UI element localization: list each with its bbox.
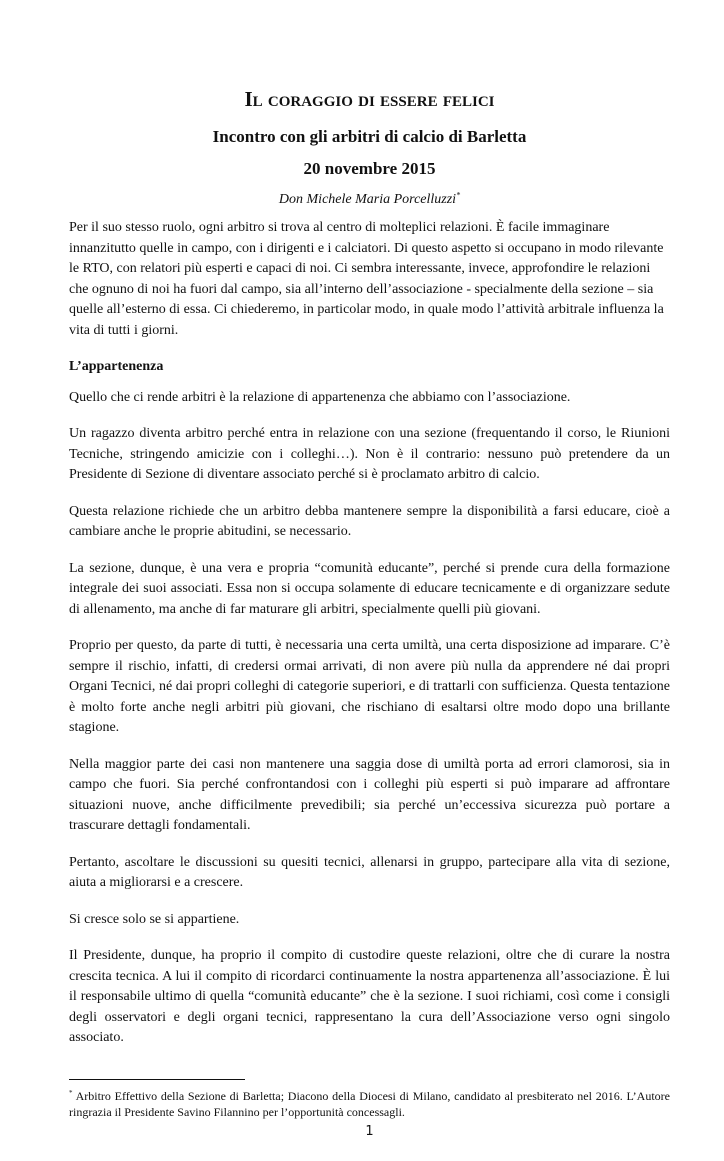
footnote <box>69 1088 670 1121</box>
page-number: 1 <box>365 1123 374 1139</box>
paragraph: Quello che ci rende arbitri è la relazione di appartenenza che abbiamo con l’associazione. <box>69 389 571 405</box>
author-line <box>69 190 670 210</box>
author-name: Don Michele Maria Porcelluzzi <box>278 192 457 207</box>
document-date: 20 novembre 2015 <box>303 159 436 178</box>
footnote-marker: * <box>456 190 461 200</box>
paragraph: Nella maggior parte dei casi non mantenere una saggia dose di umiltà porta ad errori clamorosi, sia in campo che fuori. Sia perché confrontandosi con i colleghi più esperti si può imparare ad affrontare situazioni nuove, anche difficilmente prevedibili; sia perché un’eccessiva sicurezza può portare a trascurare dettagli fondamentali. <box>69 756 670 833</box>
paragraph: Si cresce solo se si appartiene. <box>69 911 240 927</box>
paragraph: Un ragazzo diventa arbitro perché entra in relazione con una sezione (frequentando il corso, le Riunioni Tecniche, stringendo amicizie con i colleghi…). Non è il contrario: nessuno può pretendere da un Presidente di Sezione di diventare associato perché si è proclamato arbitro di calcio. <box>69 426 670 482</box>
paragraph: Proprio per questo, da parte di tutti, è necessaria una certa umiltà, una certa disposizione ad imparare. C’è sempre il rischio, infatti, di credersi ormai arrivati, di non avere più nulla da apprendere né dai propri Organi Tecnici, né dai propri colleghi di categorie superiori, e di trattarli con sufficienza. Questa tentazione è molto forte anche negli arbitri più giovani, che rischiano di esaltarsi oltre modo dopo una brillante stagione. <box>69 638 670 735</box>
document-title: Il coraggio di essere felici <box>244 87 495 111</box>
paragraph: La sezione, dunque, è una vera e propria “comunità educante”, perché si prende cura della formazione integrale dei suoi associati. Essa non si occupa solamente di educare tecnicamente e di organizzare sedute di allenamento, ma anche di far maturare gli arbitri, specialmente quelli più giovani. <box>69 560 670 617</box>
paragraph: Il Presidente, dunque, ha proprio il compito di custodire queste relazioni, oltre che di curare la nostra crescita tecnica. A lui il compito di ricordarci continuamente la nostra appartenenza all’associazione. È lui il responsabile ultimo di quella “comunità educante” che è la sezione. I suoi richiami, così come i consigli degli osservatori e degli organi tecnici, rappresentano la cura dell’Associazione verso ogni singolo associato. <box>69 948 670 1045</box>
footnote-mark: * <box>69 1088 73 1097</box>
section-heading: L’appartenenza <box>69 359 164 374</box>
intro-paragraph: Per il suo stesso ruolo, ogni arbitro si trova al centro di molteplici relazioni. È facile immaginare innanzitutto quelle in campo, con i dirigenti e i calciatori. Di questo aspetto si occupano in modo rilevante le RTO, con relatori più esperti e capaci di noi. Ci sembra interessante, invece, approfondire le relazioni che ognuno di noi ha fuori dal campo, sia all’interno dell’associazione - specialmente della sezione – sia quelle all’esterno di essa. Ci chiederemo, in particolar modo, in quale modo l’attività arbitrale influenza la vita di tutti i giorni. <box>69 220 664 338</box>
footnote-separator <box>69 1079 245 1080</box>
footnote-text: Arbitro Effettivo della Sezione di Barletta; Diacono della Diocesi di Milano, candidato al presbiterato nel 2016. L’Autore ringrazia il Presidente Savino Filannino per l’opportunità concessagli. <box>69 1088 671 1119</box>
document-subtitle: Incontro con gli arbitri di calcio di Barletta <box>212 127 527 146</box>
paragraph: Questa relazione richiede che un arbitro debba mantenere sempre la disponibilità a farsi educare, cioè a cambiare anche le proprie abitudini, se necessario. <box>69 503 670 539</box>
paragraph: Pertanto, ascoltare le discussioni su quesiti tecnici, allenarsi in gruppo, partecipare alla vita di sezione, aiuta a migliorarsi e a crescere. <box>69 854 670 890</box>
